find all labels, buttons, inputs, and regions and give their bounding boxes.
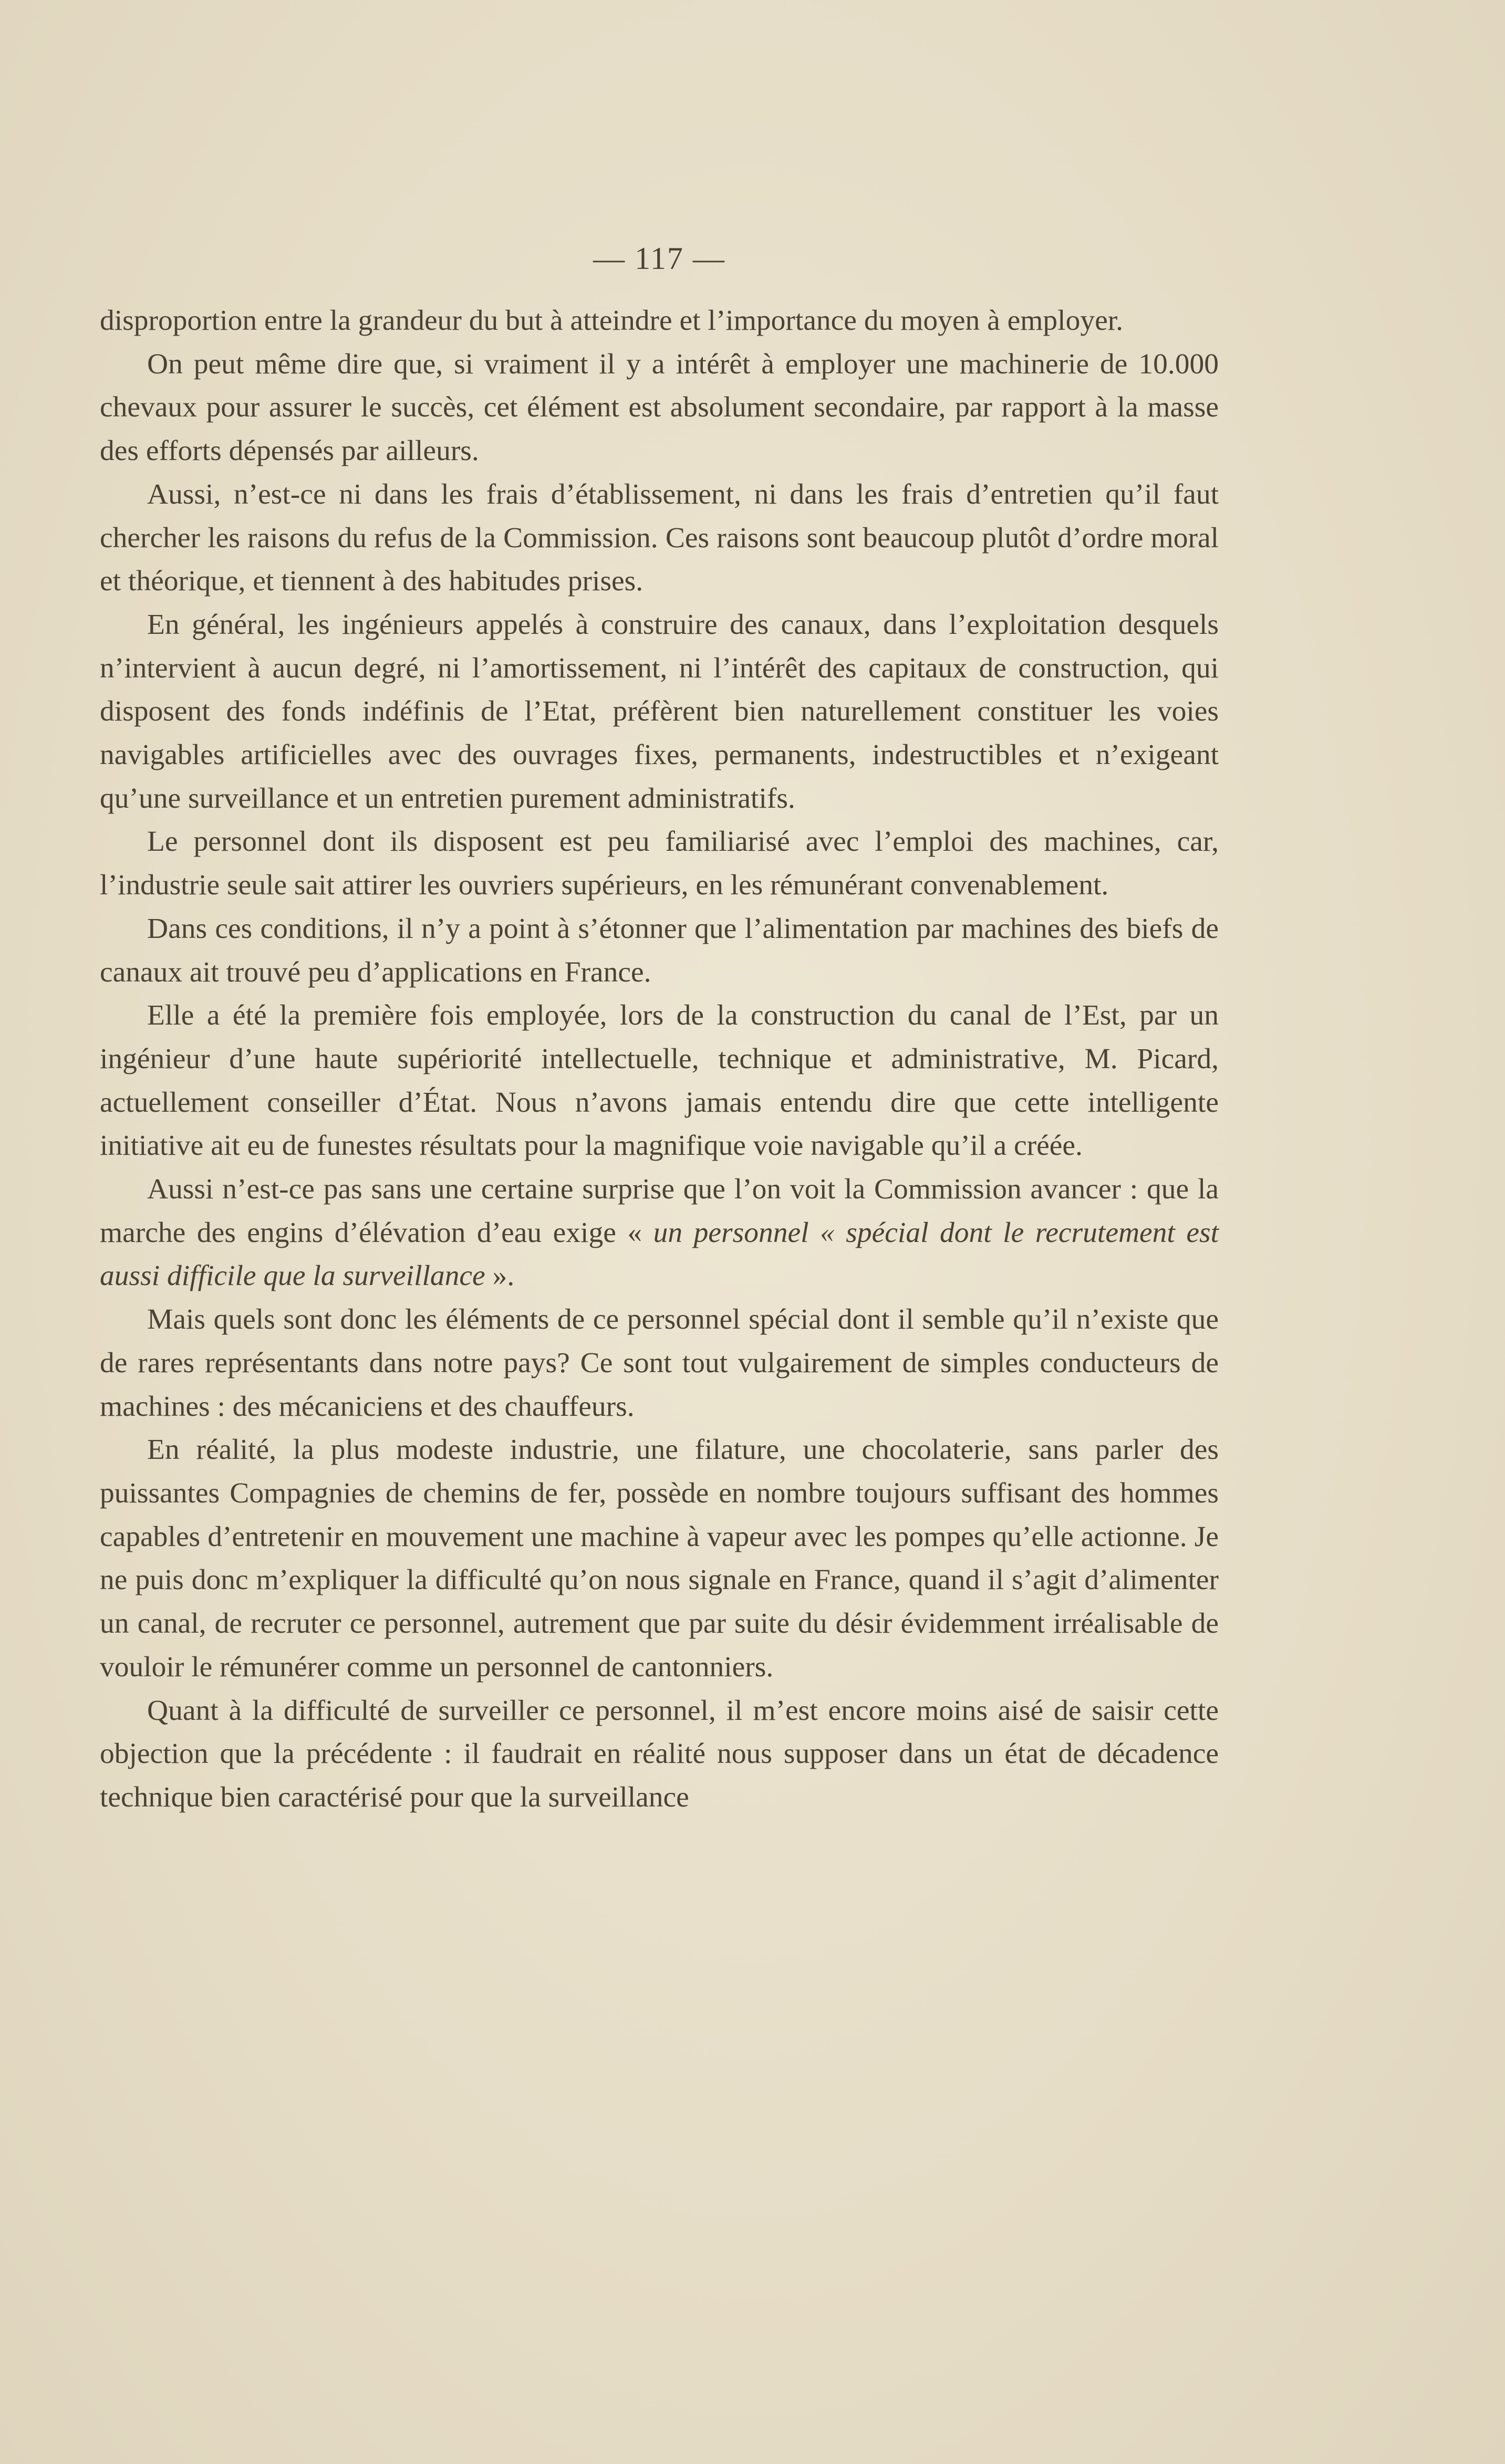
paragraph: En réalité, la plus modeste industrie, une filature, une chocolaterie, sans parler des puissantes Compagnies de chemins de fer, possède en nombre toujours suffisant des hommes capables d’entretenir en mouvement une machine à vapeur avec les pompes qu’elle actionne. Je ne puis donc m’expliquer la difficulté qu’on nous signale en France, quand il s’agit d’alimenter un canal, de recruter ce personnel, autrement que par suite du désir évidemment irréalisable de vouloir le rémunérer comme un personnel de cantonniers. <box>100 1434 1219 1683</box>
body-text <box>100 299 1219 1820</box>
paragraph: Le personnel dont ils disposent est peu familiarisé avec l’emploi des machines, car, l’industrie seule sait attirer les ouvriers supérieurs, en les rémunérant convenablement. <box>100 826 1219 902</box>
paragraph-text-before: Aussi n’est-ce pas sans une certaine surprise que l’on voit la Commission avancer : que la marche des engins d’élévation d’eau exige « <box>100 1173 1219 1249</box>
paragraph-text-after: ». <box>485 1260 515 1292</box>
paragraph: Mais quels sont donc les éléments de ce personnel spécial dont il semble qu’il n’existe que de rares représentants dans notre pays? Ce sont tout vulgairement de simples conducteurs de machines : des mécaniciens et des chauffeurs. <box>100 1303 1219 1423</box>
paragraph: En général, les ingénieurs appelés à construire des canaux, dans l’exploitation desquels n’intervient à aucun degré, ni l’amortissement, ni l’intérêt des capitaux de construction, qui disposent des fonds indéfinis de l’Etat, préfèrent bien naturellement constituer les voies navigables artificielles avec des ouvrages fixes, permanents, indestructibles et n’exigeant qu’une surveillance et un entretien purement administratifs. <box>100 608 1219 815</box>
paragraph: Elle a été la première fois employée, lors de la construction du canal de l’Est, par un ingénieur d’une haute supériorité intellectuelle, technique et administrative, M. Picard, actuellement conseiller d’État. Nous n’avons jamais entendu dire que cette intelligente initiative ait eu de funestes résultats pour la magnifique voie navigable qu’il a créée. <box>100 999 1219 1162</box>
paragraph: Dans ces conditions, il n’y a point à s’étonner que l’alimentation par machines des biefs de canaux ait trouvé peu d’applications en France. <box>100 912 1219 988</box>
page-number: — 117 — <box>593 241 725 276</box>
paragraph: disproportion entre la grandeur du but à atteindre et l’importance du moyen à employer. <box>100 305 1124 337</box>
paragraph: On peut même dire que, si vraiment il y a intérêt à employer une machinerie de 10.000 chevaux pour assurer le succès, cet élément est absolument secondaire, par rapport à la masse des efforts dépensés par ailleurs. <box>100 348 1219 467</box>
paragraph: Aussi, n’est-ce ni dans les frais d’établissement, ni dans les frais d’entretien qu’il faut chercher les raisons du refus de la Commission. Ces raisons sont beaucoup plutôt d’ordre moral et théorique, et tiennent à des habitudes prises. <box>100 478 1219 598</box>
paragraph-with-quote <box>100 1168 1219 1298</box>
paragraph: Quant à la difficulté de surveiller ce personnel, il m’est encore moins aisé de saisir cette objection que la précédente : il faudrait en réalité nous supposer dans un état de décadence technique bien caractérisé pour que la surveillance <box>100 1694 1219 1813</box>
quoted-text: un personnel « spécial dont le recrutement est aussi difficile que la surveillance <box>100 1216 1219 1292</box>
